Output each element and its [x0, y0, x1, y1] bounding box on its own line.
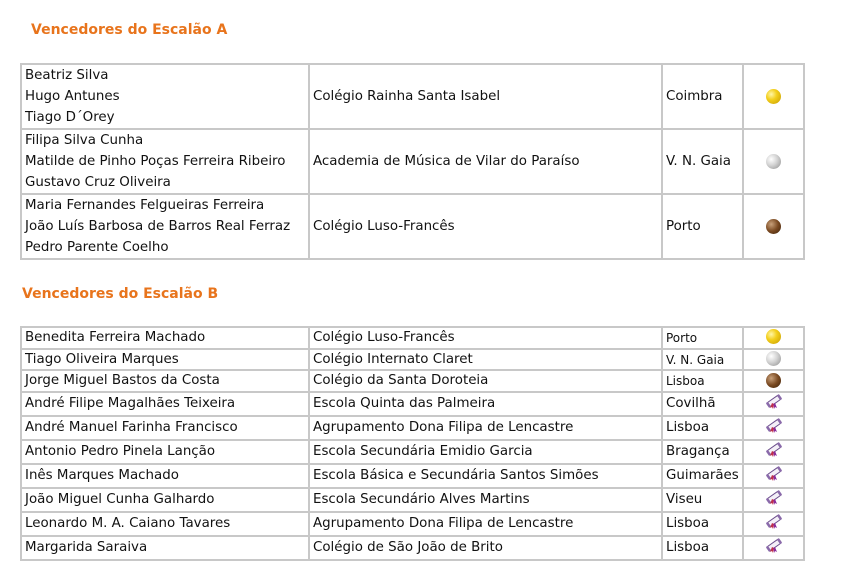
award-cell	[743, 416, 804, 440]
school-cell: Colégio da Santa Doroteia	[309, 370, 662, 392]
award-cell	[743, 129, 804, 194]
award-cell	[743, 392, 804, 416]
city-cell: V. N. Gaia	[662, 349, 743, 371]
escalao-b-table	[20, 326, 805, 561]
bronze-medal-icon	[766, 373, 781, 388]
table-row	[21, 488, 804, 512]
city-cell: Porto	[662, 327, 743, 349]
table-row	[21, 512, 804, 536]
winner-name: Matilde de Pinho Poças Ferreira Ribeiro	[25, 154, 286, 169]
winner-name-cell: Margarida Saraiva	[21, 536, 309, 560]
school-cell: Colégio de São João de Brito	[309, 536, 662, 560]
diploma-scroll-icon	[764, 513, 784, 535]
city-cell: Viseu	[662, 488, 743, 512]
table-row	[21, 416, 804, 440]
table-row	[21, 129, 804, 194]
school-cell: Colégio Luso-Francês	[309, 194, 662, 259]
silver-medal-icon	[766, 154, 781, 169]
school-cell: Academia de Música de Vilar do Paraíso	[309, 129, 662, 194]
winner-name: Gustavo Cruz Oliveira	[25, 175, 171, 190]
winner-name: Pedro Parente Coelho	[25, 240, 169, 255]
award-cell	[743, 194, 804, 259]
winner-names-cell	[21, 194, 309, 259]
city-cell: Lisboa	[662, 512, 743, 536]
table-row	[21, 392, 804, 416]
award-cell	[743, 512, 804, 536]
table-row	[21, 536, 804, 560]
winner-name: Hugo Antunes	[25, 89, 120, 104]
school-cell: Agrupamento Dona Filipa de Lencastre	[309, 416, 662, 440]
winner-name: Beatriz Silva	[25, 68, 109, 83]
winner-name-cell: João Miguel Cunha Galhardo	[21, 488, 309, 512]
diploma-scroll-icon	[764, 537, 784, 559]
diploma-scroll-icon	[764, 393, 784, 415]
winner-name-cell: Leonardo M. A. Caiano Tavares	[21, 512, 309, 536]
award-cell	[743, 440, 804, 464]
award-cell	[743, 464, 804, 488]
city-cell: Lisboa	[662, 370, 743, 392]
gold-medal-icon	[766, 329, 781, 344]
city-cell: Lisboa	[662, 416, 743, 440]
school-cell: Escola Quinta das Palmeira	[309, 392, 662, 416]
city-cell: Covilhã	[662, 392, 743, 416]
winner-name: João Luís Barbosa de Barros Real Ferraz	[25, 219, 291, 234]
city-cell: Coimbra	[662, 64, 743, 129]
table-row	[21, 327, 804, 349]
escalao-b-heading: Vencedores do Escalão B	[22, 286, 219, 302]
diploma-scroll-icon	[764, 465, 784, 487]
award-cell	[743, 64, 804, 129]
school-cell: Agrupamento Dona Filipa de Lencastre	[309, 512, 662, 536]
winner-name: Tiago D´Orey	[25, 110, 115, 125]
gold-medal-icon	[766, 89, 781, 104]
bronze-medal-icon	[766, 219, 781, 234]
award-cell	[743, 349, 804, 371]
school-cell: Escola Básica e Secundária Santos Simões	[309, 464, 662, 488]
winner-names-cell	[21, 64, 309, 129]
silver-medal-icon	[766, 351, 781, 366]
winner-name: Filipa Silva Cunha	[25, 133, 144, 148]
city-cell: Bragança	[662, 440, 743, 464]
winner-names-cell	[21, 129, 309, 194]
winner-name-cell: Antonio Pedro Pinela Lanção	[21, 440, 309, 464]
table-row	[21, 349, 804, 371]
diploma-scroll-icon	[764, 417, 784, 439]
winner-name-cell: André Filipe Magalhães Teixeira	[21, 392, 309, 416]
award-cell	[743, 488, 804, 512]
school-cell: Escola Secundário Alves Martins	[309, 488, 662, 512]
winner-name: Maria Fernandes Felgueiras Ferreira	[25, 198, 265, 213]
school-cell: Colégio Luso-Francês	[309, 327, 662, 349]
winner-name-cell: André Manuel Farinha Francisco	[21, 416, 309, 440]
city-cell: Porto	[662, 194, 743, 259]
winner-name-cell: Benedita Ferreira Machado	[21, 327, 309, 349]
escalao-a-table	[20, 63, 805, 260]
award-cell	[743, 536, 804, 560]
table-row	[21, 370, 804, 392]
city-cell: V. N. Gaia	[662, 129, 743, 194]
city-cell: Guimarães	[662, 464, 743, 488]
winner-name-cell: Inês Marques Machado	[21, 464, 309, 488]
escalao-a-heading: Vencedores do Escalão A	[31, 22, 228, 38]
award-cell	[743, 370, 804, 392]
table-row	[21, 464, 804, 488]
city-cell: Lisboa	[662, 536, 743, 560]
diploma-scroll-icon	[764, 441, 784, 463]
diploma-scroll-icon	[764, 489, 784, 511]
school-cell: Escola Secundária Emidio Garcia	[309, 440, 662, 464]
table-row	[21, 440, 804, 464]
winner-name-cell: Tiago Oliveira Marques	[21, 349, 309, 371]
winner-name-cell: Jorge Miguel Bastos da Costa	[21, 370, 309, 392]
award-cell	[743, 327, 804, 349]
table-row	[21, 64, 804, 129]
school-cell: Colégio Rainha Santa Isabel	[309, 64, 662, 129]
table-row	[21, 194, 804, 259]
school-cell: Colégio Internato Claret	[309, 349, 662, 371]
